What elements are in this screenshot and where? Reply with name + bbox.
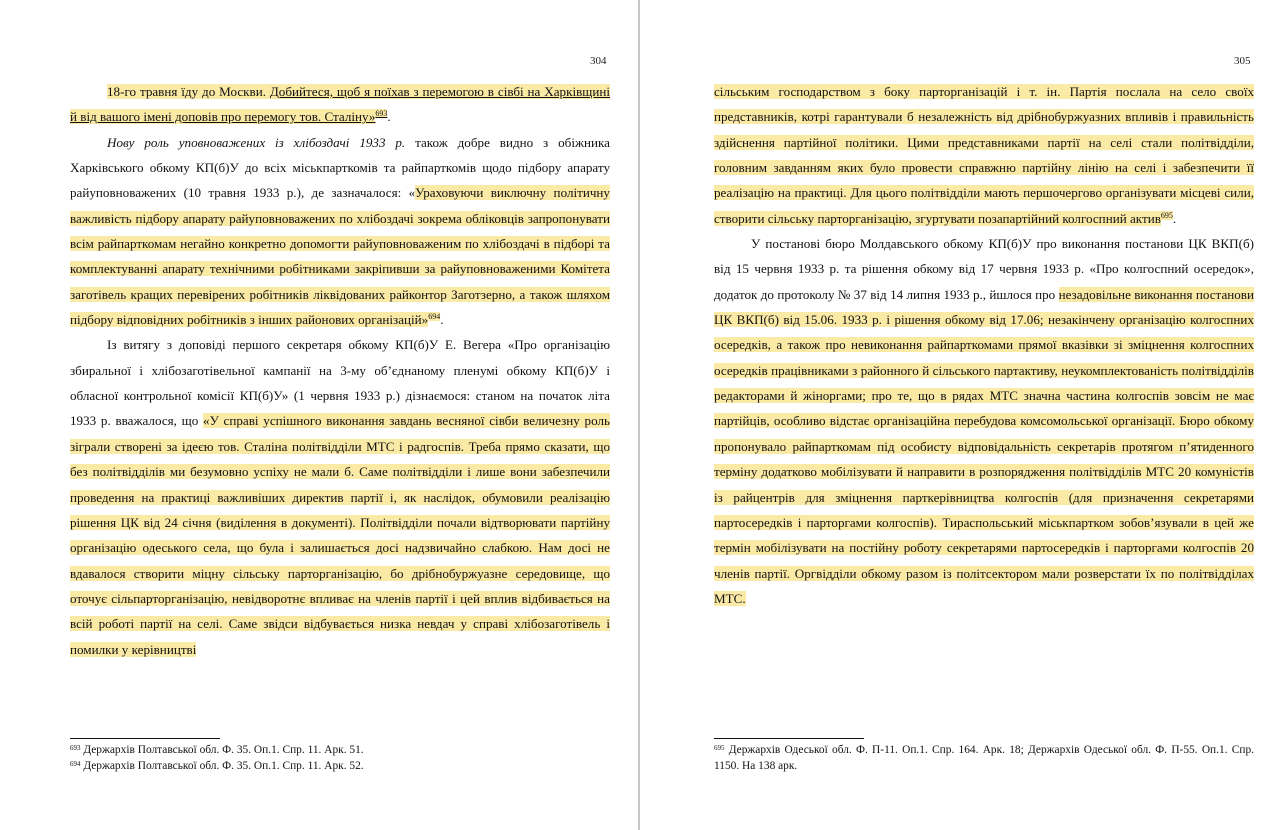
highlighted-text: «У справі успішного виконання завдань весняної сівби величезну роль зіграли створені за ідеєю тов. Сталіна політвідділи МТС і радгоспів. Треба прямо сказати, що без політвідділів ми безумовно успіху не мали б. Саме політвідділи і лише вони забезпечили проведення на практиці важливіших директив партії і, як наслідок, обумовили реалізацію рішення ЦК від 24 січня (виділення в документі). Політвідділи почали відтворювати партійну організацію одеського села, що була і залишається досі надзвичайно слабкою. Нам досі не вдавалося створити міцну сільську парторганізацію, бо дрібнобуржуазне середовище, що оточує сільпарторганізацію, невідворотнє впливає на членів партії і цей вплив відбивається на всій роботі партії на селі. Саме звідси відбувається низка невдач у справі хлібозаготівель і помилки у керівництві: [70, 413, 610, 657]
text-span: .: [440, 312, 444, 328]
highlighted-text: 18-го травня їду до Москви.: [107, 84, 270, 99]
paragraph: [70, 79, 610, 130]
highlighted-text: незадовільне виконання постанови ЦК ВКП(б) від 15.06. 1933 р. і рішення обкому від 17.06; незакінчену організацію колгоспних осередків, а також про невиконання райпарткомами прямої вказівки зі зміцнення колгоспних осередків працівниками з районного й сільського партактиву, неукомплектованість політвідділів редакторами й жіноргами; про те, що в рядах МТС значна частина колгоспів зовсім не має партійців, особливо відстає організаційна перебудова комсомольської організації. Бюро обкому пропонувало райпарткомам під особисту відповідальність секретарів протягом п’ятиденного терміну додатково мобілізувати й направити в розпорядження політвідділів МТС 20 комуністів із райцентрів для зміцнення парткерівництва колгоспів (для призначення секретарями партосередків і парторгами колгоспів). Тираспольський міськпартком зобов’язували в цей же термін мобілізувати на постійну роботу секретарями партосередків і парторгами колгоспів 20 членів партії. Оргвідділи обкому разом із політсектором мали розверстати їх по політвідділах МТС.: [714, 286, 1254, 606]
footnote: [70, 759, 610, 775]
text-span: У постанові бюро Молдавського обкому КП(б)У про виконання постанови ЦК ВКП(б) від 15 червня 1933 р. та рішення обкому від 17 червня 1933 р. «Про колгоспний осередок», додаток до протоколу № 37 від 14 липня 1933 р., йшлося про: [714, 236, 1254, 302]
footnote-separator: [714, 738, 864, 739]
page-number: 304: [590, 55, 607, 67]
highlighted-underlined-text: Добийтеся, щоб я поїхав з перемогою в сівбі на Харківщині й від вашого імені доповів про перемогу тов. Сталіну»: [70, 84, 610, 125]
footnotes: [70, 743, 610, 774]
footnote-number: 694: [70, 759, 81, 768]
text-span: .: [1172, 210, 1177, 226]
footnote: [70, 743, 610, 759]
italic-text: Нову роль уповноважених із хлібоздачі 1933 р.: [107, 134, 406, 150]
footnote-separator: [70, 738, 220, 739]
left-page: [0, 0, 638, 830]
footnote-number: 693: [70, 744, 81, 752]
footnote-ref[interactable]: 693: [375, 109, 388, 119]
paragraph: [70, 130, 610, 333]
text-span: .: [387, 109, 391, 125]
footnote-number: 695: [714, 744, 725, 752]
footnote-ref[interactable]: 695: [1160, 210, 1173, 220]
footnote-ref[interactable]: 694: [428, 312, 441, 322]
paragraph: [714, 79, 1254, 231]
footnote: [714, 743, 1254, 774]
paragraph: [714, 231, 1254, 611]
footnote-text: Держархів Полтавської обл. Ф. 35. Оп.1. Спр. 11. Арк. 51.: [80, 744, 364, 756]
highlighted-text: сільським господарством з боку парторганізацій і т. ін. Партія послала на село своїх представників, котрі гарантували б незалежність від дрібнобуржуазних впливів і правильність здійснення партійної політики. Цими представниками партії на селі стали політвідділи, головним завданням яких було провести справжню партійну лінію на селі і забезпечити її реалізацію на практиці. Для цього політвідділи мають першочергово організувати місцеві сили, створити сільську парторганізацію, згуртувати позапартійний колгоспний актив: [714, 84, 1254, 226]
highlighted-text: Ураховуючи виключну політичну важливість підбору апарату райуповноважених по хлібоздачі зокрема обліковців запропонувати всім райпарткомам негайно конкретно допомогти райуповноваженим по хлібоздачі в підборі та комплектуванні апарату технічними робітниками закріпивши за райуповноваженими Комітета заготівель кращих перевірених робітників ліквідованих райконтор Заготзерно, а також шляхом підбору відповідних робітників з інших районових організацій»: [70, 185, 610, 328]
page-number: 305: [1234, 55, 1251, 67]
right-page: [640, 0, 1284, 830]
text-span: також добре видно з обіжника Харківського обкому КП(б)У до всіх міськпарткомів та райпарткомів щодо підбору апарату райуповноважених (10 травня 1933 р.), де зазначалося: «: [70, 134, 610, 201]
text-span: Із витягу з доповіді першого секретаря обкому КП(б)У Е. Вегера «Про організацію збиральної і хлібозаготівельної кампанії на 3-му об’єднаному пленумі обкому КП(б)У і обласної контрольної комісії КП(б)У» (1 червня 1933 р.) дізнаємося: станом на початок літа 1933 р. вважалося, що: [70, 337, 610, 429]
paragraph: [70, 332, 610, 661]
body-text: [70, 79, 610, 662]
footnote-text: Держархів Полтавської обл. Ф. 35. Оп.1. Спр. 11. Арк. 52.: [80, 759, 364, 772]
footnote-text: Держархів Одеської обл. Ф. П-11. Оп.1. Спр. 164. Арк. 18; Держархів Одеської обл. Ф. П-55. Оп.1. Спр. 1150. На 138 арк.: [714, 744, 1254, 772]
body-text: [714, 79, 1254, 611]
footnotes: [714, 743, 1254, 774]
